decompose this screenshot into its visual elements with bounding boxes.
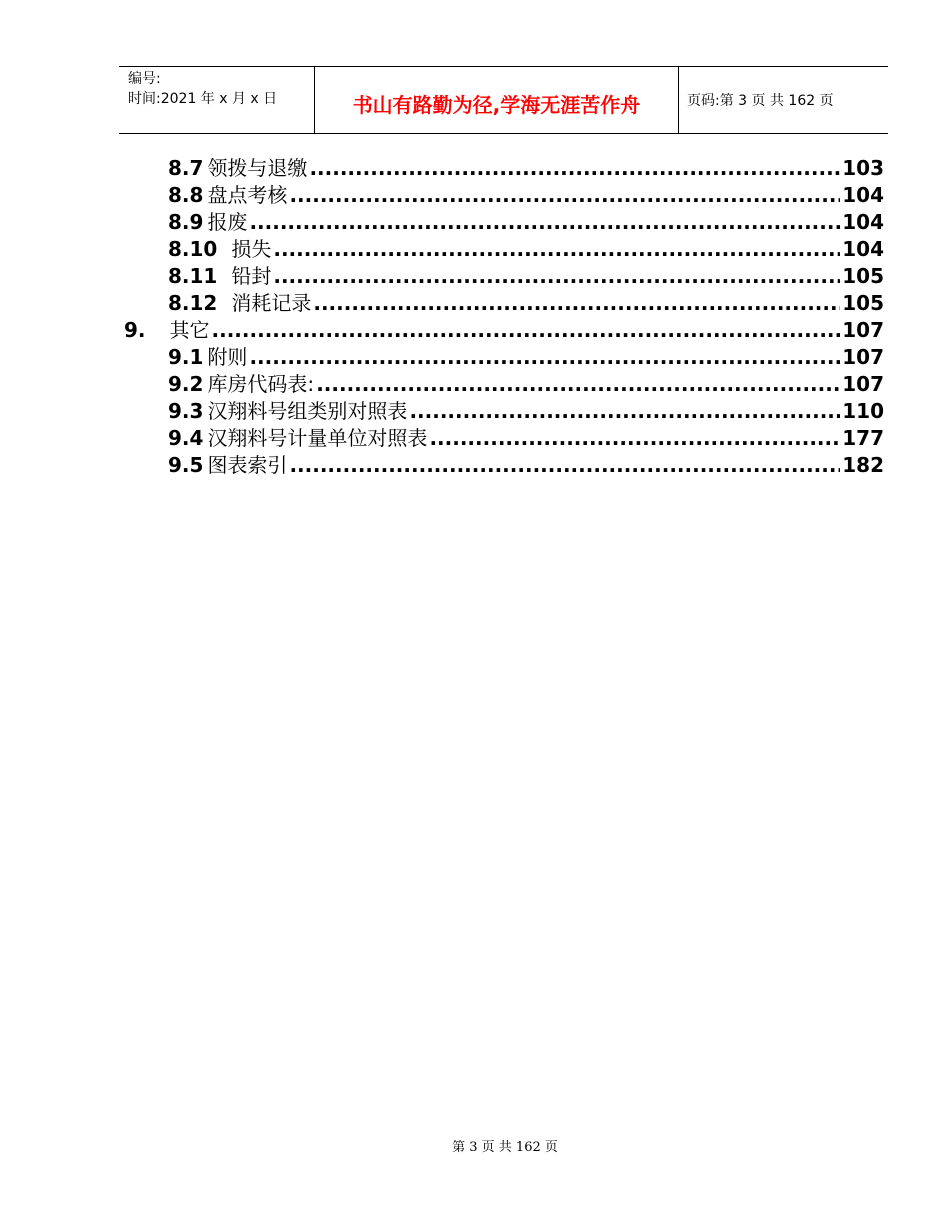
toc-leader-dots: [289, 183, 840, 206]
header-page-info: 页码:第 3 页 共 162 页: [687, 93, 834, 109]
toc-entry[interactable]: [168, 449, 884, 476]
header-time-label: 时间:2021 年 x 月 x 日: [128, 91, 278, 107]
toc-entry[interactable]: [168, 179, 884, 206]
toc-entry-title: 汉翔料号组类别对照表: [207, 399, 408, 422]
toc-leader-dots: [429, 426, 840, 449]
toc-entry-title: 图表索引: [207, 453, 288, 476]
toc-leader-dots: [273, 237, 840, 260]
header-motto: 书山有路勤为径,学海无涯苦作舟: [315, 67, 679, 133]
toc-entry-title: 其它: [169, 318, 210, 341]
toc-leader-dots: [313, 291, 840, 314]
toc-entry-title: 铅封: [231, 264, 272, 287]
toc-leader-dots: [316, 372, 840, 395]
toc-entry[interactable]: [168, 395, 884, 422]
toc-leader-dots: [289, 453, 840, 476]
toc-entry-title: 报废: [207, 210, 248, 233]
toc-entry-title: 汉翔料号计量单位对照表: [207, 426, 428, 449]
toc-entry-number: 8.12: [168, 291, 218, 314]
toc-leader-dots: [212, 318, 841, 341]
toc-entry[interactable]: [168, 368, 884, 395]
toc-entry-number: 9.1: [168, 345, 204, 368]
toc-entry[interactable]: [168, 422, 884, 449]
toc-entry-page: 110: [842, 399, 884, 422]
toc-leader-dots: [309, 156, 840, 179]
toc-entry[interactable]: [168, 206, 884, 233]
toc-entry[interactable]: [168, 152, 884, 179]
toc-entry-number: 9.4: [168, 426, 204, 449]
toc-entry-number: 8.7: [168, 156, 204, 179]
toc-entry-page: 105: [842, 264, 884, 287]
toc-entry-number: 8.11: [168, 264, 218, 287]
toc-entry-number: 8.8: [168, 183, 204, 206]
toc-entry-title: 损失: [231, 237, 272, 260]
toc-entry-number: 8.9: [168, 210, 204, 233]
toc-entry-page: 177: [842, 426, 884, 449]
page-header: [119, 66, 888, 134]
header-number-label: 编号:: [128, 71, 161, 87]
toc-entry-page: 103: [842, 156, 884, 179]
toc-leader-dots: [273, 264, 840, 287]
toc-entry-number: 9.: [124, 318, 146, 341]
toc-entry-title: 库房代码表:: [207, 372, 315, 395]
toc-entry-page: 104: [842, 183, 884, 206]
header-meta: [119, 67, 315, 133]
toc-entry-page: 104: [842, 237, 884, 260]
toc-entry[interactable]: [168, 341, 884, 368]
toc-entry-page: 105: [842, 291, 884, 314]
toc-entry[interactable]: [168, 260, 884, 287]
toc-entry[interactable]: [168, 233, 884, 260]
toc-leader-dots: [249, 210, 840, 233]
toc-entry-number: 9.5: [168, 453, 204, 476]
toc-entry-title: 领拨与退缴: [207, 156, 308, 179]
toc-entry-chapter[interactable]: [124, 314, 884, 341]
toc-leader-dots: [409, 399, 840, 422]
toc-entry-number: 9.3: [168, 399, 204, 422]
toc-entry-page: 104: [842, 210, 884, 233]
toc-entry-title: 盘点考核: [207, 183, 288, 206]
toc-entry-page: 182: [842, 453, 884, 476]
toc-entry[interactable]: [168, 287, 884, 314]
toc-entry-page: 107: [842, 372, 884, 395]
toc-entry-page: 107: [842, 318, 884, 341]
toc-entry-number: 9.2: [168, 372, 204, 395]
page-footer: 第 3 页 共 162 页: [452, 1140, 558, 1155]
toc-entry-title: 消耗记录: [231, 291, 312, 314]
toc-entry-number: 8.10: [168, 237, 218, 260]
toc-leader-dots: [249, 345, 840, 368]
toc-entry-page: 107: [842, 345, 884, 368]
toc-entry-title: 附则: [207, 345, 248, 368]
